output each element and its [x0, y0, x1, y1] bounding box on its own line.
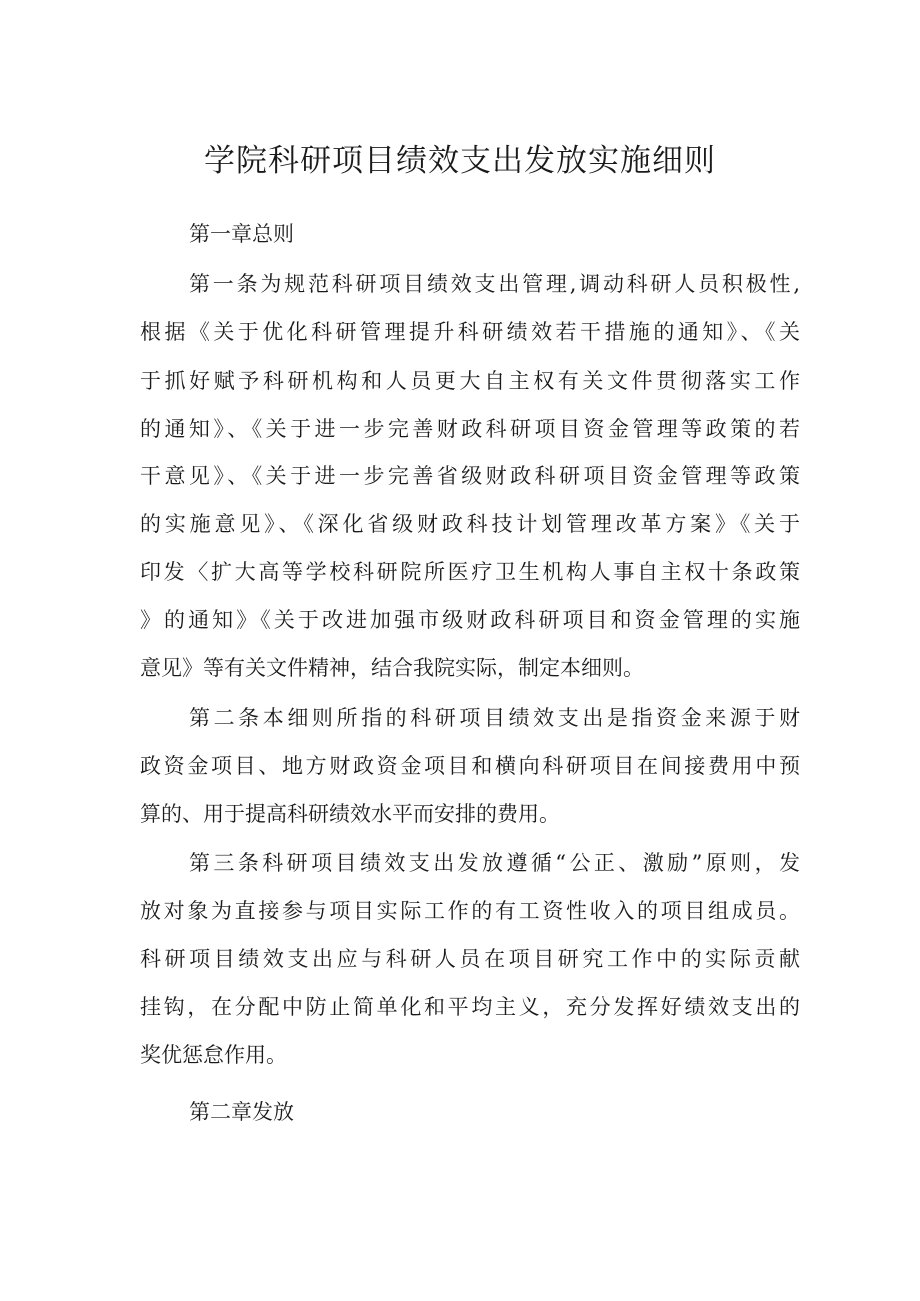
article-2-line: 政资金项目、地方财政资金项目和横向科研项目在间接费用中预 — [140, 754, 800, 778]
article-1-line: 的实施意见》、《深化省级财政科技计划管理改革方案》《关于 — [140, 512, 800, 536]
article-3-line: 奖优惩怠作用。 — [140, 1043, 287, 1067]
article-1-line: 于抓好赋予科研机构和人员更大自主权有关文件贯彻落实工作 — [140, 369, 800, 393]
chapter-2-heading: 第二章发放 — [189, 1100, 294, 1124]
article-3-line: 科研项目绩效支出应与科研人员在项目研究工作中的实际贡献 — [140, 947, 800, 971]
article-1-line: 印发〈扩大高等学校科研院所医疗卫生机构人事自主权十条政策 — [140, 560, 800, 584]
article-1-line: 干意见》、《关于进一步完善省级财政科研项目资金管理等政策 — [140, 464, 800, 488]
article-3-line: 第三条科研项目绩效支出发放遵循“公正、激励”原则，发 — [189, 851, 800, 875]
article-3-line: 放对象为直接参与项目实际工作的有工资性收入的项目组成员。 — [140, 899, 800, 923]
article-1-line: 意见》等有关文件精神，结合我院实际，制定本细则。 — [140, 656, 644, 680]
article-1-line: 第一条为规范科研项目绩效支出管理,调动科研人员积极性, — [189, 272, 800, 296]
article-2-line: 算的、用于提高科研绩效水平而安排的费用。 — [140, 802, 560, 826]
chapter-1-heading: 第一章总则 — [189, 222, 294, 246]
article-1-line: 》的通知》《关于改进加强市级财政科研项目和资金管理的实施 — [140, 608, 800, 632]
document-title: 学院科研项目绩效支出发放实施细则 — [204, 143, 716, 179]
article-1-line: 根据《关于优化科研管理提升科研绩效若干措施的通知》、《关 — [140, 320, 800, 344]
article-1-line: 的通知》、《关于进一步完善财政科研项目资金管理等政策的若 — [140, 417, 800, 441]
article-2-line: 第二条本细则所指的科研项目绩效支出是指资金来源于财 — [189, 706, 800, 730]
article-3-line: 挂钩，在分配中防止简单化和平均主义，充分发挥好绩效支出的 — [140, 995, 800, 1019]
